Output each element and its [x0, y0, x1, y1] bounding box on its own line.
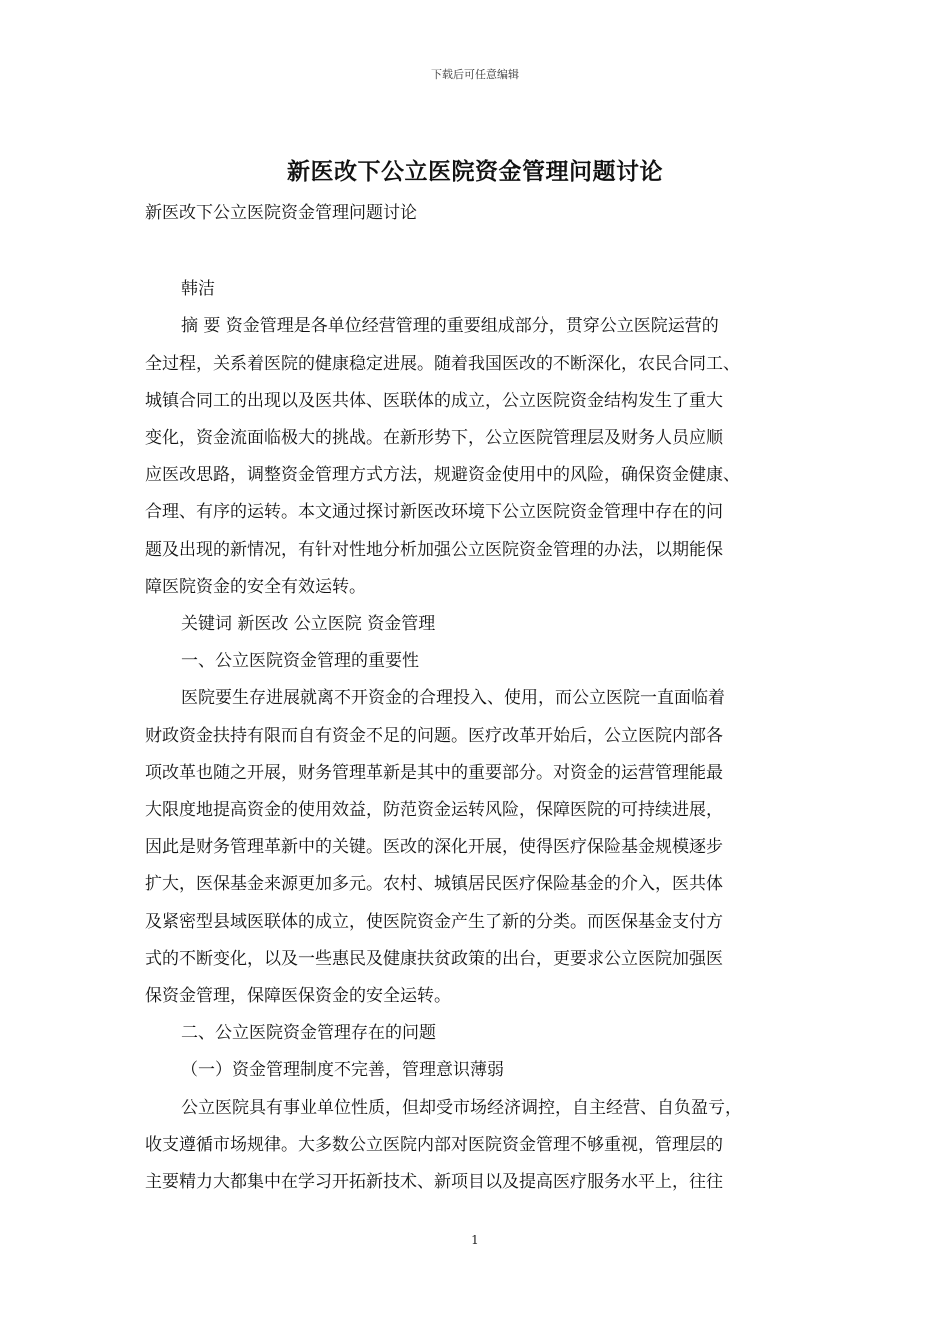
paragraph-line: 合理、有序的运转。本文通过探讨新医改环境下公立医院资金管理中存在的问 [145, 502, 723, 523]
paragraph-line: 收支遵循市场规律。大多数公立医院内部对医院资金管理不够重视，管理层的 [145, 1134, 723, 1155]
page-header-note: 下载后可任意编辑 [431, 68, 519, 81]
page-number: 1 [471, 1233, 479, 1247]
paragraph-line: 式的不断变化，以及一些惠民及健康扶贫政策的出台，更要求公立医院加强医 [145, 948, 723, 969]
paragraph-line: 医院要生存进展就离不开资金的合理投入、使用，而公立医院一直面临着 [181, 688, 725, 709]
paragraph-line: 项改革也随之开展，财务管理革新是其中的重要部分。对资金的运营管理能最 [145, 762, 723, 783]
section-heading: 二、公立医院资金管理存在的问题 [181, 1023, 436, 1044]
paragraph-line: 摘 要 资金管理是各单位经营管理的重要组成部分，贯穿公立医院运营的 [181, 316, 719, 337]
paragraph-line: 及紧密型县域医联体的成立，使医院资金产生了新的分类。而医保基金支付方 [145, 911, 723, 932]
paragraph-line: 扩大，医保基金来源更加多元。农村、城镇居民医疗保险基金的介入，医共体 [145, 874, 723, 895]
document-body [145, 195, 810, 1201]
subsection1-paragraph [145, 1090, 810, 1202]
section1-paragraph [145, 680, 810, 1015]
paragraph-line: 公立医院具有事业单位性质，但却受市场经济调控，自主经营、自负盈亏， [181, 1097, 742, 1118]
document-title: 新医改下公立医院资金管理问题讨论 [287, 158, 663, 185]
keywords: 关键词 新医改 公立医院 资金管理 [181, 614, 436, 635]
paragraph-line: 全过程，关系着医院的健康稳定进展。随着我国医改的不断深化，农民合同工、 [145, 353, 740, 374]
paragraph-line: 障医院资金的安全有效运转。 [145, 576, 366, 597]
paragraph-line: 财政资金扶持有限而自有资金不足的问题。医疗改革开始后，公立医院内部各 [145, 725, 723, 746]
paragraph-line: 主要精力大都集中在学习开拓新技术、新项目以及提高医疗服务水平上，往往 [145, 1172, 723, 1193]
paragraph-line: 城镇合同工的出现以及医共体、医联体的成立，公立医院资金结构发生了重大 [145, 390, 723, 411]
subsection-heading: （一）资金管理制度不完善，管理意识薄弱 [181, 1060, 504, 1081]
section-heading: 一、公立医院资金管理的重要性 [181, 651, 419, 672]
paragraph-line: 因此是财务管理革新中的关键。医改的深化开展，使得医疗保险基金规模逐步 [145, 837, 723, 858]
paragraph-line: 保资金管理，保障医保资金的安全运转。 [145, 986, 451, 1007]
paragraph-line: 变化，资金流面临极大的挑战。在新形势下，公立医院管理层及财务人员应顺 [145, 428, 723, 449]
author: 韩洁 [181, 279, 215, 300]
paragraph-line: 题及出现的新情况，有针对性地分析加强公立医院资金管理的办法，以期能保 [145, 539, 723, 560]
subtitle: 新医改下公立医院资金管理问题讨论 [145, 203, 417, 223]
paragraph-line: 大限度地提高资金的使用效益，防范资金运转风险，保障医院的可持续进展， [145, 800, 723, 821]
paragraph-line: 应医改思路，调整资金管理方式方法，规避资金使用中的风险，确保资金健康、 [145, 465, 740, 486]
abstract-paragraph [145, 308, 810, 606]
